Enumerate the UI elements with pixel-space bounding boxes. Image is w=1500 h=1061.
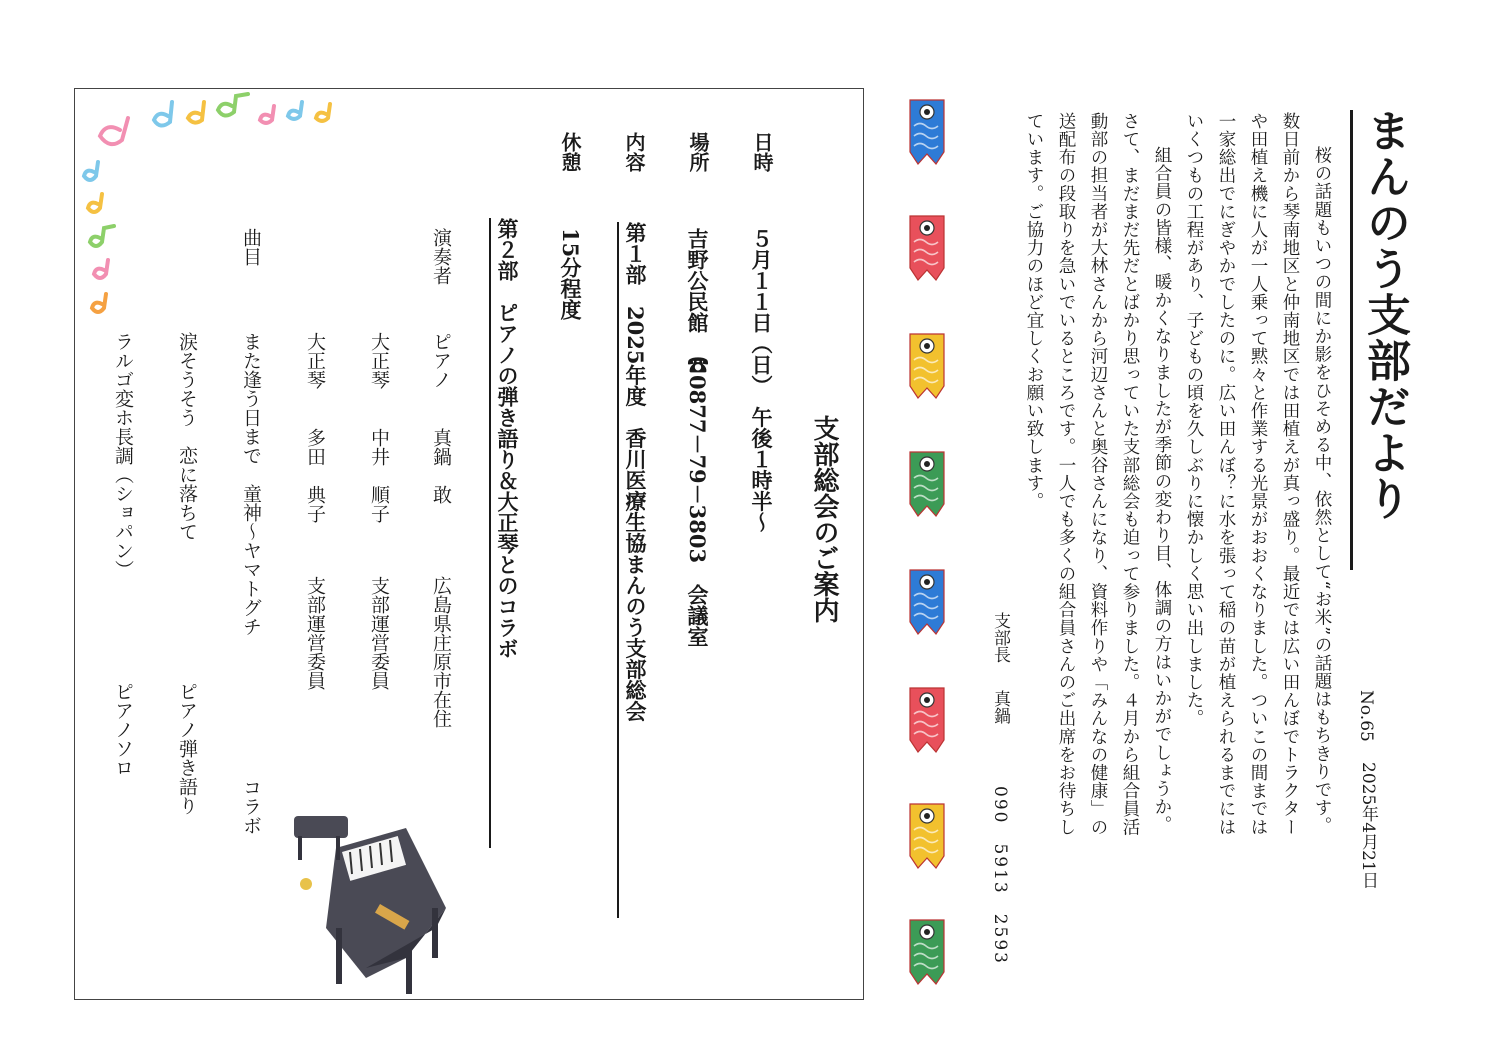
carp-streamer-icon xyxy=(906,566,948,638)
performer-name: 多田 典子 xyxy=(304,428,326,523)
carp-streamer-icon xyxy=(906,96,948,168)
song-title: ラルゴ変ホ長調（ショパン） xyxy=(112,332,134,579)
carp-streamer-icon xyxy=(906,800,948,872)
part1-title: 第１部 2025年度 香川医療生協まんのう支部総会 xyxy=(623,222,648,722)
piano-icon xyxy=(286,808,458,1004)
issue-number: No.65 xyxy=(1356,690,1376,742)
song-note: ピアノソロ xyxy=(112,682,134,777)
music-notes-icon xyxy=(80,92,350,322)
notice-heading: 支部総会のご案内 xyxy=(809,415,839,623)
carp-streamer-icon xyxy=(906,448,948,520)
title-underline xyxy=(1350,110,1353,570)
song-title: また逢う日まで 童神～ヤマトグチ xyxy=(240,332,262,636)
signature-name: 真鍋 xyxy=(990,690,1010,724)
signature-phone: 090 5913 2593 xyxy=(990,786,1010,965)
body-line: 組合員の皆様、暖かくなりましたが季節の変わり目、体調の方はいかがでしょうか。 xyxy=(1152,128,1172,834)
body-line: さて、まだまだ先だとばかり思っていた支部総会も迫って参りました。４月から組合員活 xyxy=(1120,112,1140,836)
date-label: 日時 xyxy=(750,132,774,172)
body-line: 動部の担当者が大林さんから河辺さんと奥谷さんになり、資料作りや「みんなの健康」の xyxy=(1088,112,1108,836)
performers-label: 演奏者 xyxy=(430,228,452,285)
performer-note: 支部運営委員 xyxy=(304,576,326,690)
performer-note: 支部運営委員 xyxy=(368,576,390,690)
break-label: 休憩 xyxy=(558,132,582,172)
body-line: 送配布の段取りを急いでいるところです。一人でも多くの組合員さんのご出席をお待ちし xyxy=(1056,112,1076,836)
date-value: ５月１１日（日） 午後１時半～ xyxy=(749,228,774,533)
part2-title: 第２部 ピアノの弾き語り＆大正琴とのコラボ xyxy=(495,218,520,659)
performer-note: 広島県庄原市在住 xyxy=(430,576,452,728)
song-note: コラボ xyxy=(240,778,262,835)
performer-name: 中井 順子 xyxy=(368,428,390,523)
song-note: ピアノ弾き語り xyxy=(176,682,198,815)
songs-label: 曲目 xyxy=(240,228,262,266)
issue-date: 2025年4月21日 xyxy=(1358,762,1378,889)
signature-role: 支部長 xyxy=(990,612,1010,663)
body-line: や田植え機に人が一人乗って黙々と作業する光景がおおくなりました。ついこの間までは xyxy=(1248,112,1268,836)
body-line: いくつもの工程があり、子どもの頃を久しぶりに懐かしく思い出しました。 xyxy=(1184,112,1204,728)
break-value: 15分程度 xyxy=(558,228,583,321)
carp-streamer-icon xyxy=(906,212,948,284)
body-line: 一家総出でにぎやかでしたのに。広い田んぼ？に水を張って稲の苗が植えられるまでには xyxy=(1216,112,1236,836)
performer-name: 真鍋 敢 xyxy=(430,428,452,504)
part1-underline xyxy=(617,222,619,918)
body-line: 桜の話題もいつの間にか影をひそめる中、依然として“お米”の話題はもちきりです。 xyxy=(1312,128,1332,835)
content-label: 内容 xyxy=(622,132,646,172)
carp-streamer-icon xyxy=(906,916,948,988)
place-label: 場所 xyxy=(686,132,710,172)
song-title: 涙そうそう 恋に落ちて xyxy=(176,332,198,541)
body-line: 数日前から琴南地区と仲南地区では田植えが真っ盛り。最近では広い田んぼでトラクター xyxy=(1280,112,1300,836)
performer-instrument: 大正琴 xyxy=(368,332,390,389)
performer-instrument: 大正琴 xyxy=(304,332,326,389)
body-line: ています。ご協力のほど宜しくお願い致します。 xyxy=(1024,112,1044,511)
part2-underline xyxy=(489,218,491,848)
performer-instrument: ピアノ xyxy=(430,332,452,389)
carp-streamer-icon xyxy=(906,330,948,402)
newsletter-title: まんのう支部だより xyxy=(1359,108,1410,522)
carp-streamer-icon xyxy=(906,684,948,756)
place-value: 吉野公民館 ☎0877－79－3803 会議室 xyxy=(685,228,710,648)
